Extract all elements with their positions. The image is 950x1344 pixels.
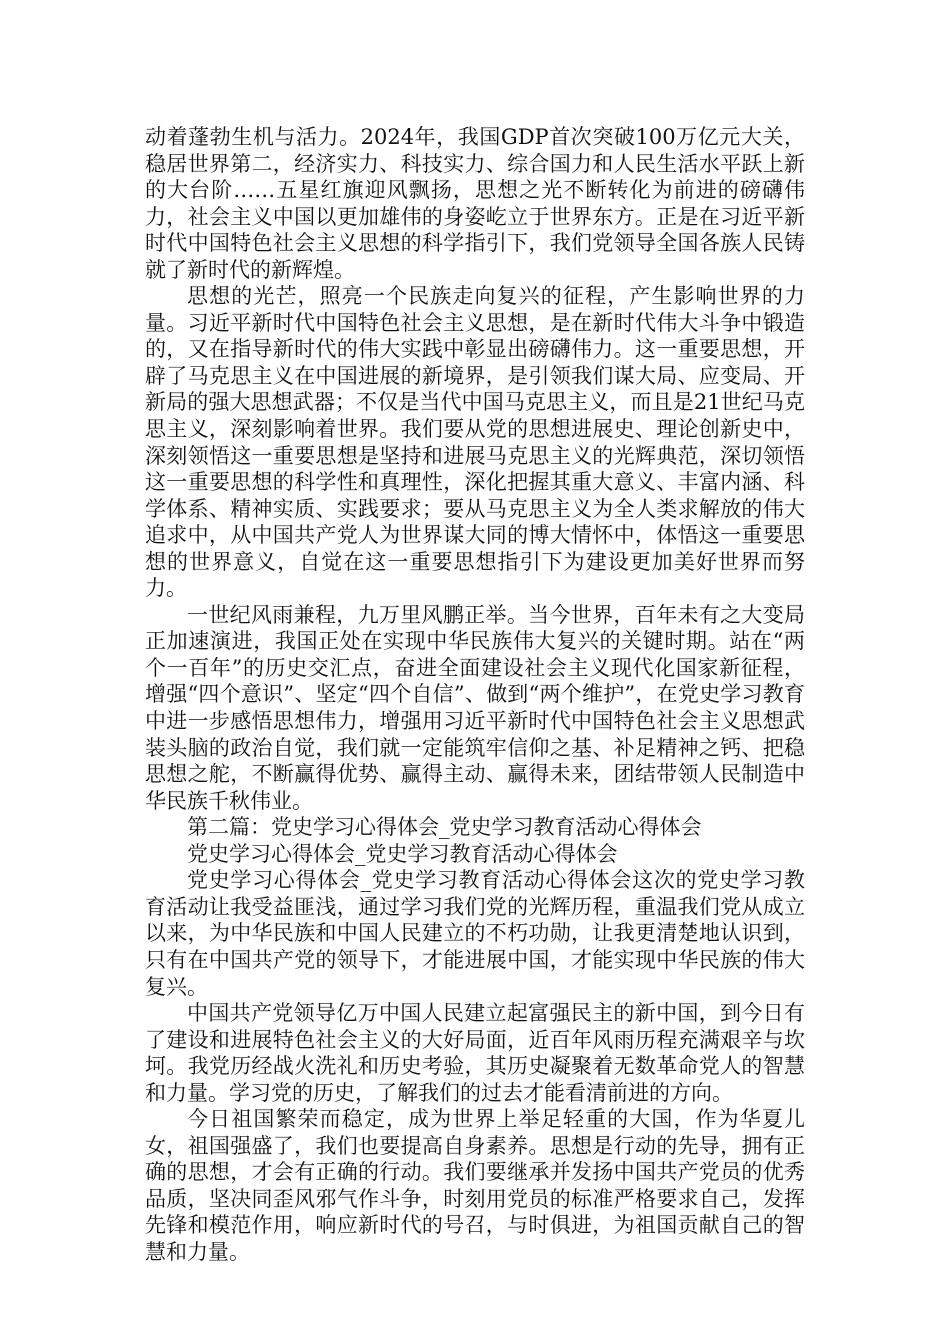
paragraph-study-benefit: 党史学习心得体会_党史学习教育活动心得体会这次的党史学习教育活动让我受益匪浅，通过学习我们党的光辉历程，重温我们党从成立以来，为中华民族和中国人民建立的不朽功勋，让我更清楚地认识到，只有在中国共产党的领导下，才能进展中国，才能实现中华民族的伟大复兴。 (145, 868, 805, 999)
paragraph-party-history: 中国共产党领导亿万中国人民建立起富强民主的新中国，到今日有了建设和进展特色社会主义的大好局面，近百年风雨历程充满艰辛与坎坷。我党历经战火洗礼和历史考验，其历史凝聚着无数革命党人的智慧和力量。学习党的历史，了解我们的过去才能看清前进的方向。 (145, 1001, 805, 1105)
document-body (145, 124, 805, 1266)
section-subtitle: 党史学习心得体会_党史学习教育活动心得体会 (187, 841, 618, 866)
paragraph-motherland: 今日祖国繁荣而稳定，成为世界上举足轻重的大国，作为华夏儿女，祖国强盛了，我们也要提高自身素养。思想是行动的先导，拥有正确的思想，才会有正确的行动。我们要继承并发扬中国共产党员的优秀品质，坚决同歪风邪气作斗争，时刻用党员的标准严格要求自己，发挥先锋和模范作用，响应新时代的号召，与时俱进，为祖国贡献自己的智慧和力量。 (145, 1107, 805, 1264)
section-heading-part-two: 第二篇：党史学习心得体会_党史学习教育活动心得体会 (187, 815, 702, 840)
paragraph-thought-light: 思想的光芒，照亮一个民族走向复兴的征程，产生影响世界的力量。习近平新时代中国特色社会主义思想，是在新时代伟大斗争中锻造的，又在指导新时代的伟大实践中彰显出磅礴伟力。这一重要思想，开辟了马克思主义在中国进展的新境界，是引领我们谋大局、应变局、开新局的强大思想武器；不仅是当代中国马克思主义，而且是21世纪马克思主义，深刻影响着世界。我们要从党的思想进展史、理论创新史中，深刻领悟这一重要思想是坚持和进展马克思主义的光辉典范，深切领悟这一重要思想的科学性和真理性，深化把握其重大意义、丰富内涵、科学体系、精神实质、实践要求；要从马克思主义为全人类求解放的伟大追求中，从中国共产党人为世界谋大同的博大情怀中，体悟这一重要思想的世界意义，自觉在这一重要思想指引下为建设更加美好世界而努力。 (145, 284, 805, 601)
paragraph-continuation: 动着蓬勃生机与活力。2024年，我国GDP首次突破100万亿元大关，稳居世界第二，经济实力、科技实力、综合国力和人民生活水平跃上新的大台阶……五星红旗迎风飘扬，思想之光不断转化为前进的磅礴伟力，社会主义中国以更加雄伟的身姿屹立于世界东方。正是在习近平新时代中国特色社会主义思想的科学指引下，我们党领导全国各族人民铸就了新时代的新辉煌。 (145, 125, 805, 282)
paragraph-century-journey: 一世纪风雨兼程，九万里风鹏正举。当今世界，百年未有之大变局正加速演进，我国正处在实现中华民族伟大复兴的关键时期。站在“两个一百年”的历史交汇点，奋进全面建设社会主义现代化国家新征程，增强“四个意识”、坚定“四个自信”、做到“两个维护”，在党史学习教育中进一步感悟思想伟力，增强用习近平新时代中国特色社会主义思想武装头脑的政治自觉，我们就一定能筑牢信仰之基、补足精神之钙、把稳思想之舵，不断赢得优势、赢得主动、赢得未来，团结带领人民制造中华民族千秋伟业。 (145, 602, 805, 813)
